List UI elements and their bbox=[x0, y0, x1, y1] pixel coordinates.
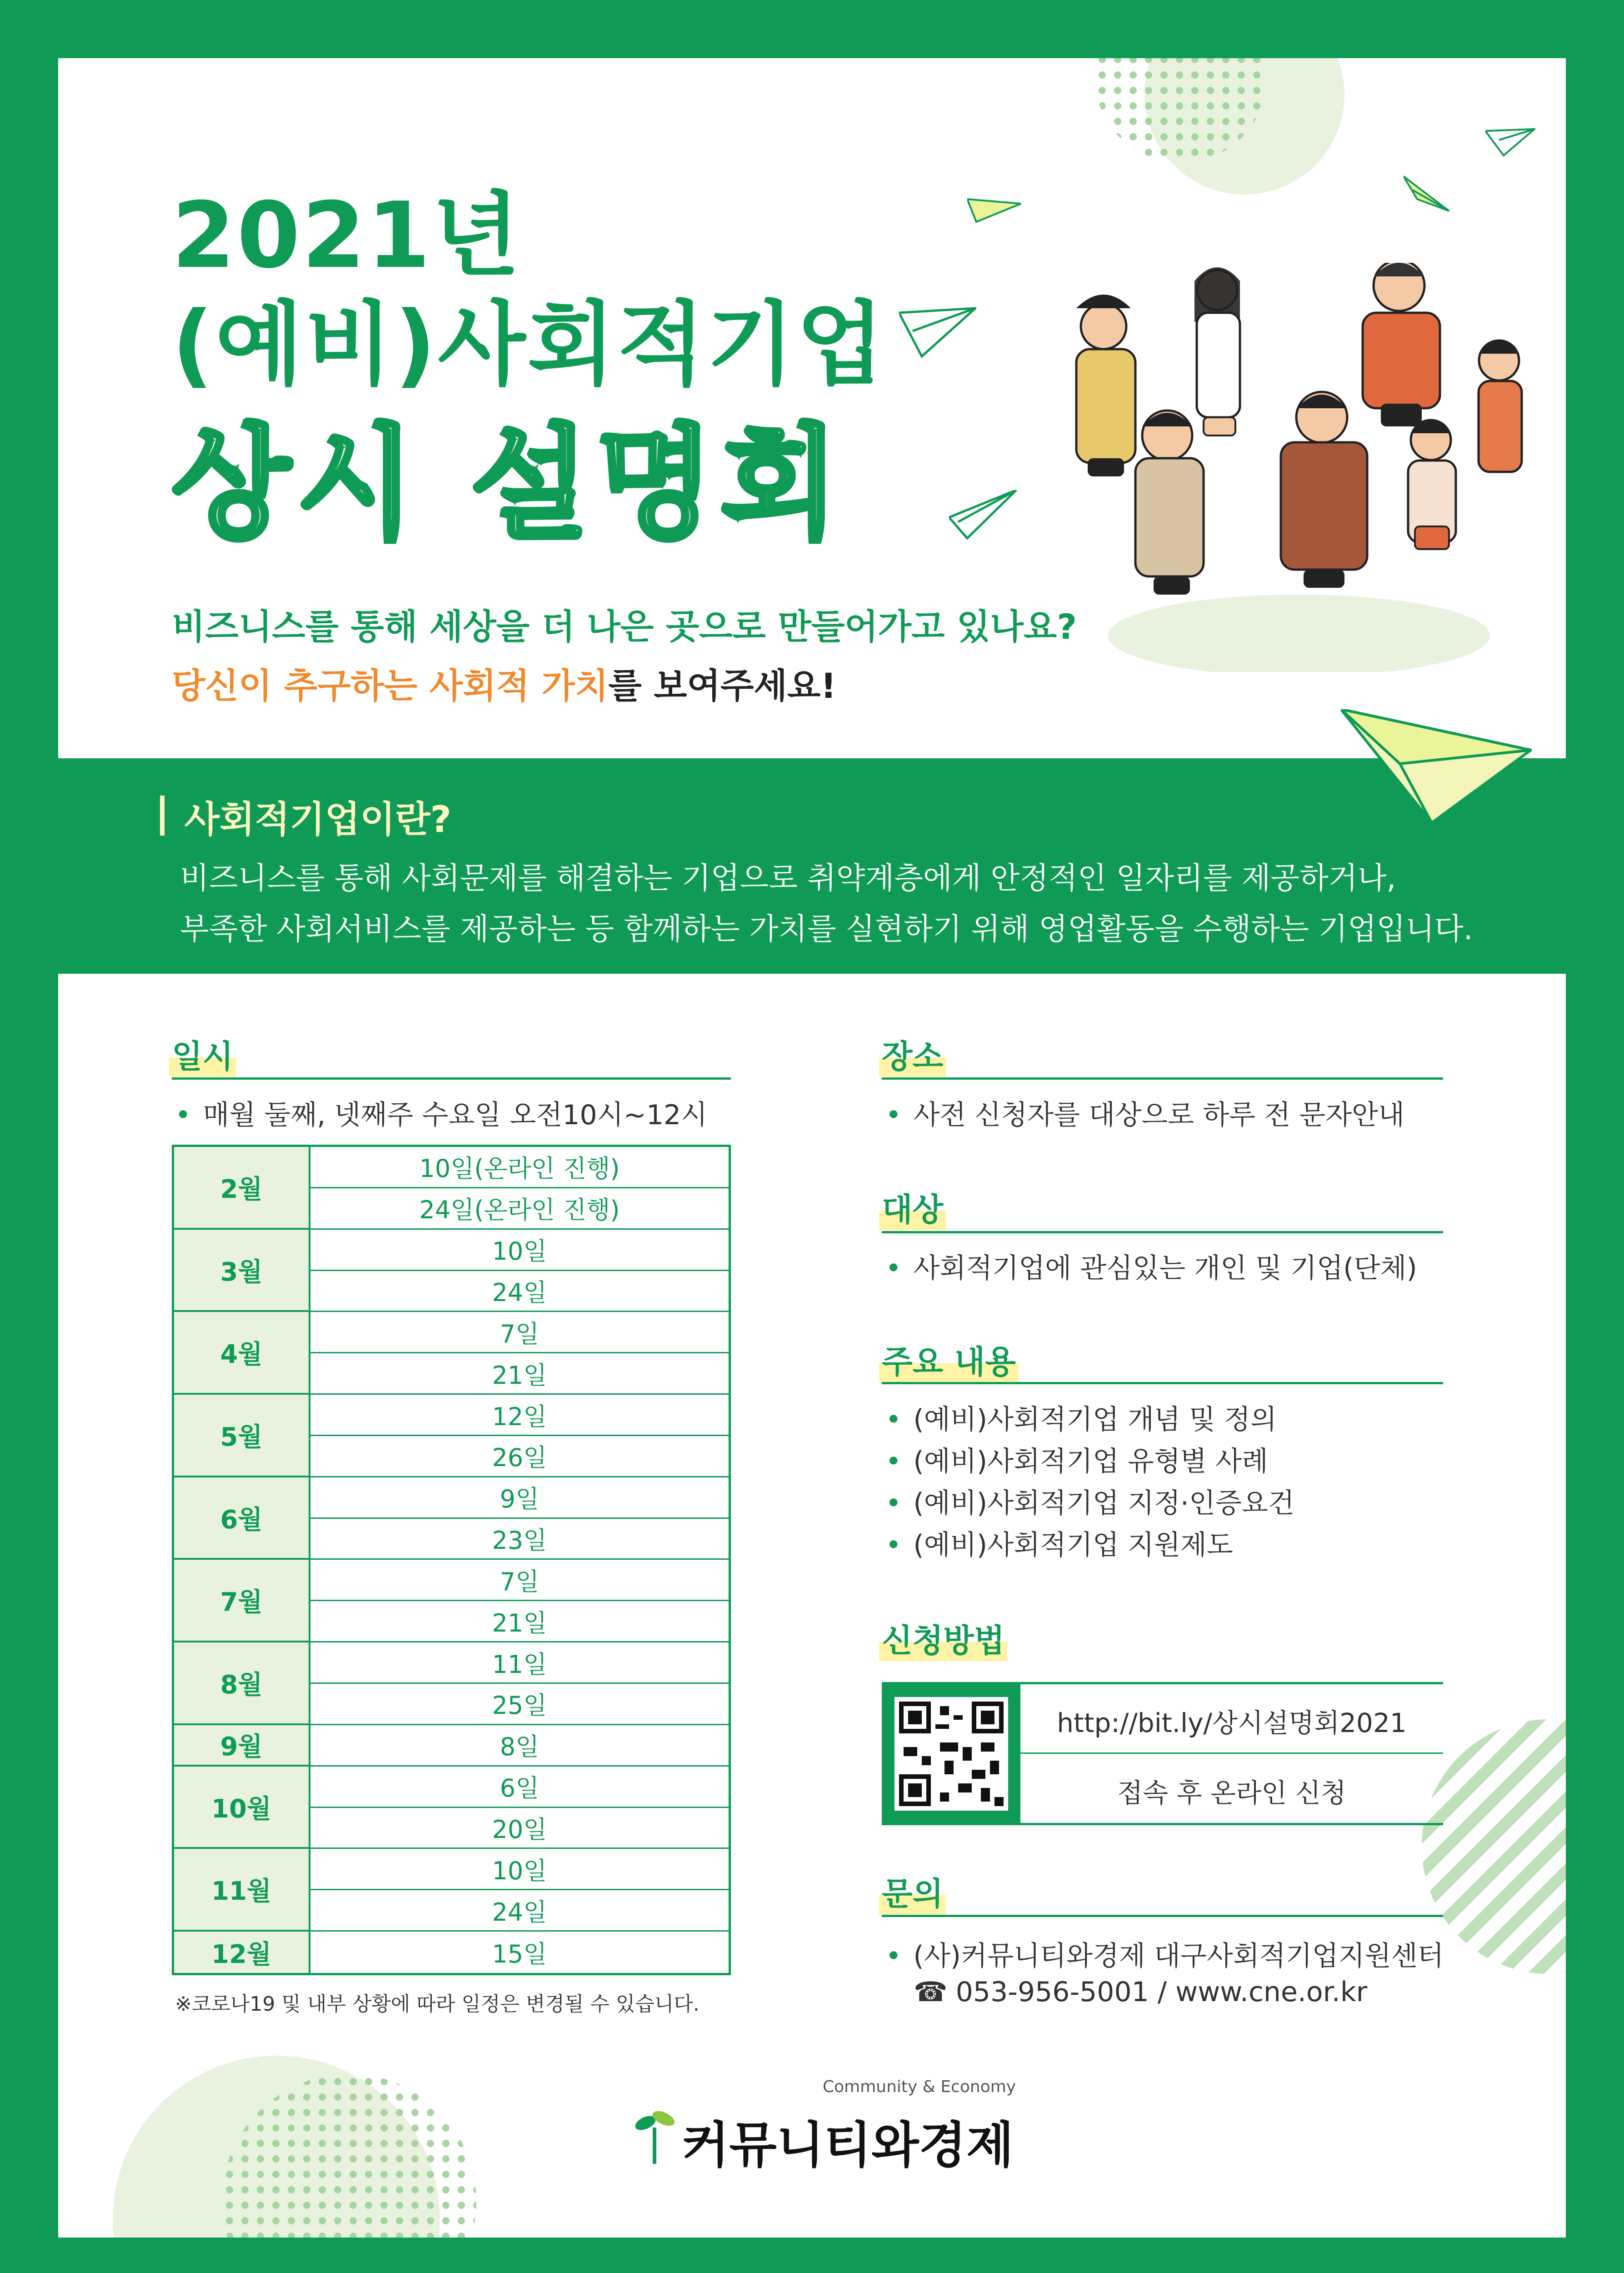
day-cell: 21일 bbox=[310, 1601, 729, 1642]
title-year: 2021년 bbox=[172, 183, 522, 289]
day-cell: 20일 bbox=[310, 1808, 729, 1849]
place-text bbox=[885, 1093, 1404, 1132]
month-cell: 8월 bbox=[174, 1642, 310, 1725]
qr-code[interactable] bbox=[882, 1684, 1020, 1823]
intro-rest: 를 보여주세요! bbox=[608, 666, 836, 706]
intro-question: 비즈니스를 통해 세상을 더 나은 곳으로 만들어가고 있나요? bbox=[172, 606, 1077, 647]
day-cell: 10일 bbox=[310, 1849, 729, 1890]
bullet-icon: • bbox=[885, 1446, 902, 1477]
logo-wordmark: 커뮤니티와경제 bbox=[682, 2117, 1014, 2174]
day-cell: 15일 bbox=[492, 1940, 547, 1969]
contact-phone-web bbox=[914, 1976, 1367, 2008]
month-cell: 3월 bbox=[174, 1230, 310, 1312]
what-is-heading-text: 사회적기업이란? bbox=[184, 798, 452, 841]
day-cell: 25일 bbox=[310, 1684, 729, 1725]
apply-box bbox=[882, 1682, 1443, 1825]
qr-code-pattern bbox=[894, 1697, 1008, 1811]
day-cell: 7일 bbox=[310, 1312, 729, 1353]
day-cell: 23일 bbox=[310, 1519, 729, 1560]
contact-phone-web-text[interactable]: 053-956-5001 / www.cne.or.kr bbox=[955, 1976, 1368, 2008]
content-item-text: (예비)사회적기업 유형별 사례 bbox=[913, 1446, 1268, 1477]
day-cell: 6일 bbox=[310, 1767, 729, 1808]
bullet-icon: • bbox=[885, 1252, 902, 1284]
paper-plane-icon bbox=[1341, 709, 1532, 827]
place-title: 장소 bbox=[879, 1031, 946, 1077]
place-rule bbox=[882, 1077, 1443, 1080]
title-organization: (예비)사회적기업 bbox=[172, 292, 886, 398]
intro-call-to-action bbox=[172, 658, 836, 708]
bullet-icon: • bbox=[885, 1404, 902, 1436]
content-item-text: (예비)사회적기업 개념 및 정의 bbox=[913, 1404, 1277, 1436]
contact-title: 문의 bbox=[879, 1868, 946, 1914]
month-cell: 9월 bbox=[174, 1725, 310, 1767]
paper-plane-icon bbox=[949, 490, 1017, 540]
target-text-value: 사회적기업에 관심있는 개인 및 기업(단체) bbox=[913, 1252, 1417, 1284]
what-is-description-line2: 부족한 사회서비스를 제공하는 등 함께하는 가치를 실현하기 위해 영업활동을 수행하는 기업입니다. bbox=[180, 911, 1473, 946]
what-is-description-line1: 비즈니스를 통해 사회문제를 해결하는 기업으로 취약계층에게 안정적인 일자리를 제공하거나, bbox=[180, 861, 1396, 896]
title-main: 상시 설명회 bbox=[172, 412, 846, 556]
content-item bbox=[885, 1440, 1268, 1479]
month-cell: 11월 bbox=[174, 1849, 310, 1932]
month-cell: 2월 bbox=[174, 1147, 310, 1230]
content-item bbox=[885, 1482, 1294, 1521]
day-cell: 24일(온라인 진행) bbox=[310, 1188, 729, 1230]
content-item bbox=[885, 1398, 1277, 1437]
day-cell: 10일 bbox=[310, 1230, 729, 1271]
apply-divider bbox=[1020, 1752, 1443, 1754]
bullet-icon: • bbox=[175, 1099, 191, 1131]
contact-rule bbox=[882, 1915, 1443, 1917]
schedule-title: 일시 bbox=[169, 1031, 236, 1077]
bullet-icon: • bbox=[885, 1099, 902, 1131]
day-cell: 9일 bbox=[310, 1477, 729, 1519]
contact-org bbox=[885, 1934, 1444, 1973]
day-cell: 12일 bbox=[310, 1395, 729, 1436]
apply-url-link[interactable]: http://bit.ly/상시설명회2021 bbox=[1057, 1707, 1407, 1738]
header-panel bbox=[58, 58, 1566, 758]
day-cell: 10일(온라인 진행) bbox=[310, 1147, 729, 1188]
day-cell: 24일 bbox=[310, 1271, 729, 1312]
schedule-summary-text: 매월 둘째, 넷째주 수요일 오전10시~12시 bbox=[203, 1099, 708, 1131]
month-cell: 12월 bbox=[174, 1932, 310, 1973]
schedule-table bbox=[172, 1145, 731, 1975]
contact-org-text: (사)커뮤니티와경제 대구사회적기업지원센터 bbox=[913, 1940, 1444, 1972]
day-cell: 24일 bbox=[310, 1890, 729, 1932]
content-rule bbox=[882, 1382, 1443, 1384]
apply-title: 신청방법 bbox=[879, 1615, 1007, 1661]
apply-note: 접속 후 온라인 신청 bbox=[1117, 1777, 1346, 1808]
people-group-illustration bbox=[1044, 263, 1544, 672]
target-rule bbox=[882, 1231, 1443, 1233]
month-cell: 5월 bbox=[174, 1395, 310, 1477]
paper-plane-icon bbox=[967, 195, 1022, 226]
place-text-value: 사전 신청자를 대상으로 하루 전 문자안내 bbox=[913, 1099, 1405, 1131]
month-cell: 6월 bbox=[174, 1477, 310, 1560]
month-cell: 7월 bbox=[174, 1560, 310, 1642]
organization-logo bbox=[632, 2078, 1016, 2174]
day-cell: 8일 bbox=[310, 1725, 729, 1767]
schedule-summary bbox=[175, 1093, 707, 1132]
content-item bbox=[885, 1523, 1233, 1562]
day-cell: 11일 bbox=[310, 1642, 729, 1684]
target-title: 대상 bbox=[879, 1184, 946, 1230]
paper-plane-icon bbox=[1485, 126, 1535, 158]
paper-plane-icon bbox=[1404, 172, 1454, 213]
day-cell: 26일 bbox=[310, 1436, 729, 1477]
sprout-icon bbox=[632, 2100, 677, 2168]
schedule-note: ※코로나19 및 내부 상황에 따라 일정은 변경될 수 있습니다. bbox=[175, 1993, 700, 2016]
logo-tagline: Community & Economy bbox=[823, 2078, 1016, 2096]
content-item-text: (예비)사회적기업 지원제도 bbox=[913, 1529, 1233, 1561]
bullet-icon: • bbox=[885, 1940, 902, 1972]
month-cell: 10월 bbox=[174, 1767, 310, 1849]
schedule-rule bbox=[172, 1077, 731, 1080]
target-text bbox=[885, 1247, 1417, 1286]
intro-highlight: 당신이 추구하는 사회적 가치 bbox=[172, 666, 609, 706]
paper-plane-icon bbox=[899, 304, 976, 358]
bullet-icon: • bbox=[885, 1487, 902, 1519]
what-is-heading bbox=[159, 790, 451, 842]
month-cell: 4월 bbox=[174, 1312, 310, 1395]
content-title: 주요 내용 bbox=[879, 1337, 1019, 1382]
bullet-icon: • bbox=[885, 1529, 902, 1561]
day-cell: 21일 bbox=[310, 1353, 729, 1395]
content-item-text: (예비)사회적기업 지정·인증요건 bbox=[913, 1487, 1294, 1519]
day-cell: 7일 bbox=[310, 1560, 729, 1601]
phone-icon: ☎ bbox=[914, 1976, 948, 2008]
